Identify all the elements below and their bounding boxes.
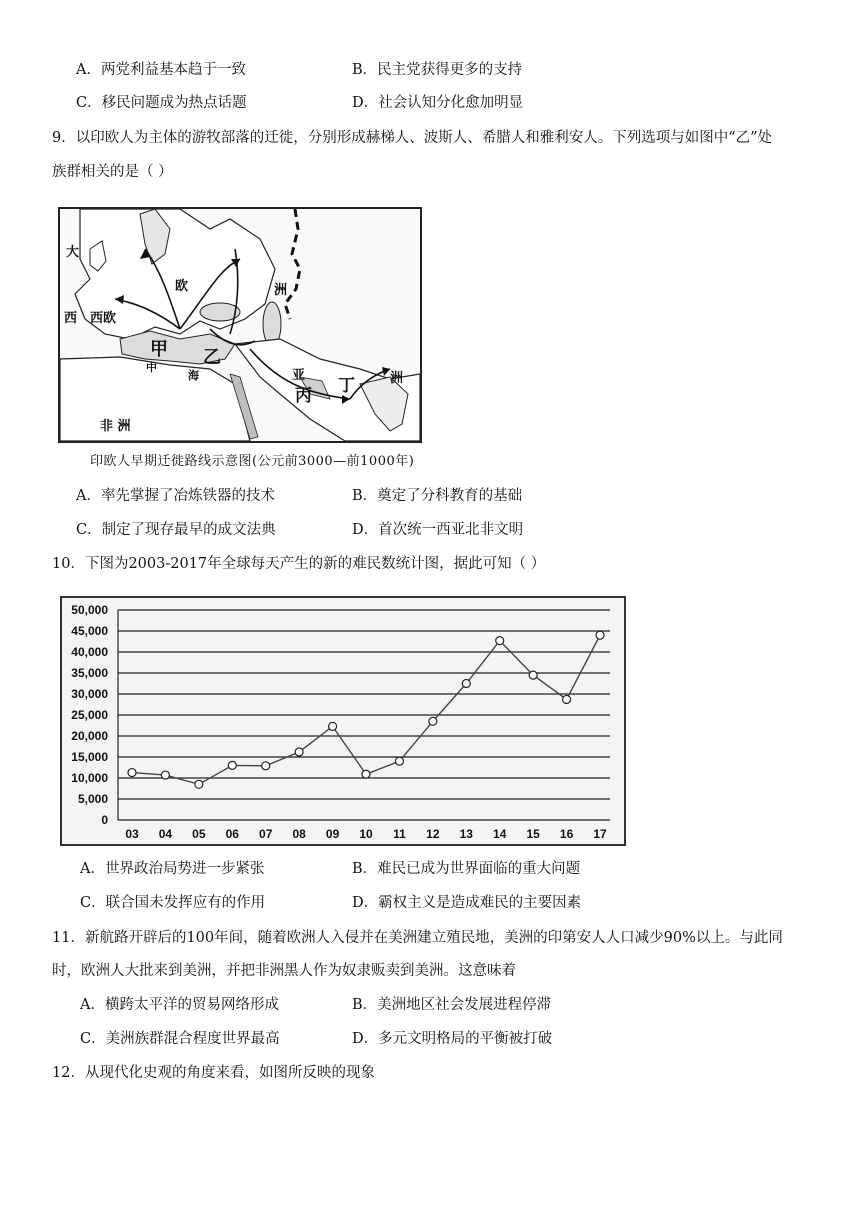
data-point bbox=[128, 769, 136, 777]
q11-stem-line1: 11．新航路开辟后的100年间，随着欧洲人入侵并在美洲建立殖民地，美洲的印第安人人口减少90%以上。与此同 bbox=[52, 930, 783, 946]
refugee-line-chart bbox=[62, 598, 624, 844]
y-tick-label: 10,000 bbox=[71, 771, 108, 785]
x-tick-label: 14 bbox=[493, 827, 507, 841]
map-label-ou: 欧 bbox=[175, 279, 189, 294]
q11-option-b[interactable]: B．美洲地区社会发展进程停滞 bbox=[352, 997, 552, 1013]
y-tick-label: 40,000 bbox=[71, 645, 108, 659]
q11-option-c[interactable]: C．美洲族群混合程度世界最高 bbox=[80, 1031, 280, 1047]
q8-option-d[interactable]: D．社会认知分化愈加明显 bbox=[352, 95, 524, 111]
x-tick-label: 04 bbox=[158, 827, 173, 841]
data-point bbox=[563, 695, 571, 703]
data-point bbox=[529, 671, 537, 679]
x-tick-label: 11 bbox=[393, 827, 406, 841]
x-tick-label: 05 bbox=[192, 827, 206, 841]
q9-option-d[interactable]: D．首次统一西亚北非文明 bbox=[352, 522, 524, 538]
data-point bbox=[429, 717, 437, 725]
map-caption: 印欧人早期迁徙路线示意图(公元前3000—前1000年) bbox=[90, 454, 415, 469]
q9-stem-line1: 9．以印欧人为主体的游牧部落的迁徙，分别形成赫梯人、波斯人、希腊人和雅利安人。下列选项与如图中“乙”处 bbox=[52, 130, 773, 146]
series-line bbox=[132, 635, 600, 784]
y-tick-label: 15,000 bbox=[71, 750, 108, 764]
data-point bbox=[228, 761, 236, 769]
q9-stem-line2: 族群相关的是（ ） bbox=[52, 164, 173, 180]
data-point bbox=[195, 780, 203, 788]
q11-option-a[interactable]: A．横跨太平洋的贸易网络形成 bbox=[80, 997, 279, 1013]
x-tick-label: 15 bbox=[526, 827, 540, 841]
map-label-da: 大 bbox=[66, 245, 80, 260]
map-label-feizhou: 非 洲 bbox=[100, 419, 131, 434]
refugee-chart bbox=[60, 596, 626, 846]
q10-option-a[interactable]: A．世界政治局势进一步紧张 bbox=[80, 861, 265, 877]
map-label-jia: 甲 bbox=[150, 339, 168, 360]
y-tick-label: 45,000 bbox=[71, 624, 108, 638]
y-tick-label: 30,000 bbox=[71, 687, 108, 701]
map-label-yi: 乙 bbox=[203, 347, 221, 368]
x-tick-label: 09 bbox=[325, 827, 340, 841]
q11-stem-line2: 时，欧洲人大批来到美洲，并把非洲黑人作为奴隶贩卖到美洲。这意味着 bbox=[52, 963, 516, 979]
y-tick-label: 25,000 bbox=[71, 708, 108, 722]
data-point bbox=[262, 762, 270, 770]
x-tick-label: 12 bbox=[426, 827, 440, 841]
data-point bbox=[395, 757, 403, 765]
q10-option-c[interactable]: C．联合国未发挥应有的作用 bbox=[80, 895, 266, 911]
map-label-zhou1: 洲 bbox=[274, 283, 288, 298]
q12-stem: 12．从现代化史观的角度来看，如图所反映的现象 bbox=[52, 1065, 375, 1081]
x-tick-label: 08 bbox=[292, 827, 306, 841]
q9-option-a[interactable]: A．率先掌握了冶炼铁器的技术 bbox=[76, 488, 275, 504]
data-point bbox=[295, 748, 303, 756]
map-label-ding: 丁 bbox=[338, 376, 355, 396]
map-label-zhou2: 洲 bbox=[390, 371, 404, 386]
map-label-zhong: 中 bbox=[146, 361, 157, 374]
map-label-xi: 西 bbox=[64, 311, 78, 326]
data-point bbox=[462, 680, 470, 688]
y-tick-label: 35,000 bbox=[71, 666, 108, 680]
q9-option-b[interactable]: B．奠定了分科教育的基础 bbox=[352, 488, 523, 504]
x-tick-label: 10 bbox=[359, 827, 373, 841]
q8-option-a[interactable]: A．两党利益基本趋于一致 bbox=[76, 62, 246, 78]
y-tick-label: 50,000 bbox=[71, 603, 108, 617]
map-label-xiou: 西欧 bbox=[90, 311, 117, 326]
map-label-ya: 亚 bbox=[292, 368, 306, 383]
q10-option-d[interactable]: D．霸权主义是造成难民的主要因素 bbox=[352, 895, 582, 911]
x-tick-label: 16 bbox=[559, 827, 574, 841]
y-tick-label: 20,000 bbox=[71, 729, 108, 743]
migration-map bbox=[58, 207, 422, 443]
map-label-bing: 丙 bbox=[295, 386, 312, 406]
x-tick-label: 17 bbox=[593, 827, 607, 841]
y-tick-label: 5,000 bbox=[77, 792, 108, 806]
q10-option-b[interactable]: B．难民已成为世界面临的重大问题 bbox=[352, 861, 581, 877]
data-point bbox=[496, 637, 504, 645]
q8-option-b[interactable]: B．民主党获得更多的支持 bbox=[352, 62, 523, 78]
map-label-hai: 海 bbox=[188, 369, 199, 382]
q8-option-c[interactable]: C．移民问题成为热点话题 bbox=[76, 95, 247, 111]
data-point bbox=[596, 631, 604, 639]
x-tick-label: 06 bbox=[225, 827, 239, 841]
y-tick-label: 0 bbox=[101, 813, 108, 827]
x-tick-label: 13 bbox=[459, 827, 473, 841]
q10-stem: 10．下图为2003-2017年全球每天产生的新的难民数统计图，据此可知（ ） bbox=[52, 556, 546, 572]
data-point bbox=[362, 770, 370, 778]
data-point bbox=[161, 771, 169, 779]
data-point bbox=[329, 722, 337, 730]
q11-option-d[interactable]: D．多元文明格局的平衡被打破 bbox=[352, 1031, 553, 1047]
x-tick-label: 07 bbox=[259, 827, 273, 841]
x-tick-label: 03 bbox=[125, 827, 139, 841]
q9-option-c[interactable]: C．制定了现存最早的成文法典 bbox=[76, 522, 276, 538]
